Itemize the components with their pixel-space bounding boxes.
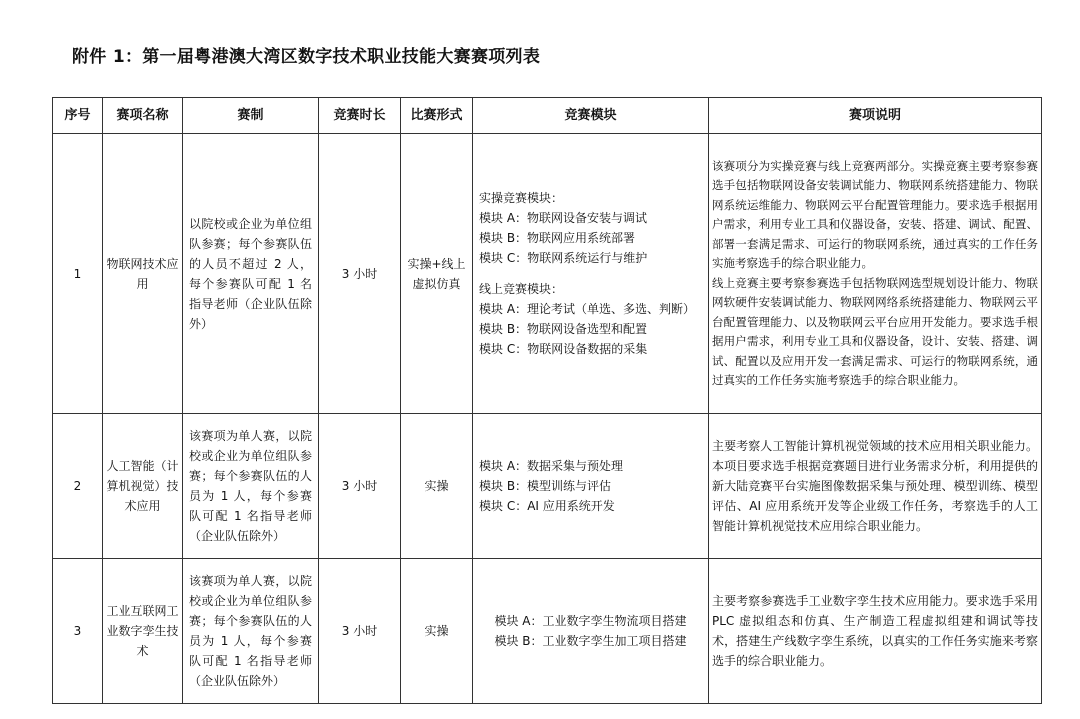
module-line: 模块 A：数据采集与预处理: [479, 459, 624, 473]
row-duration: 3 小时: [319, 134, 401, 414]
description-paragraph: 线上竞赛主要考察参赛选手包括物联网选型规划设计能力、物联网软硬件安装调试能力、物联网网络系统搭建能力、物联网云平台配置管理能力、以及物联网云平台应用开发能力。要求选手根据用户需求，利用专业工具和仪器设备，设计、安装、搭建、调试、配置以及应用开发一套满足需求、可运行的物联网系统，通过真实的工作任务实施考察选手的综合职业能力。: [712, 275, 1038, 387]
table-row: [53, 414, 1042, 559]
row-modules: [473, 559, 709, 704]
table-row: [53, 559, 1042, 704]
row-description: [709, 134, 1042, 414]
row-format: 实操: [401, 559, 473, 704]
module-line: 模块 A：工业数字孪生物流项目搭建: [494, 614, 687, 628]
row-format: 实操+线上虚拟仿真: [401, 134, 473, 414]
module-line: 实操竞赛模块：: [479, 191, 564, 205]
header-name: 赛项名称: [103, 98, 183, 134]
description-paragraph: 该赛项分为实操竞赛与线上竞赛两部分。实操竞赛主要考察参赛选手包括物联网设备安装调试能力、物联网系统搭建能力、物联网系统运维能力、物联网云平台配置管理能力。要求选手根据用户需求，利用专业工具和仪器设备，安装、搭建、调试、配置、部署一套满足需求、可运行的物联网系统，通过真实的工作任务实施考察选手的综合职业能力。: [712, 158, 1038, 270]
header-description: 赛项说明: [709, 98, 1042, 134]
row-description: 主要考察人工智能计算机视觉领域的技术应用相关职业能力。本项目要求选手根据竞赛题目进行业务需求分析，利用提供的新大陆竞赛平台实施图像数据采集与预处理、模型训练、模型评估、AI 应用系统开发等企业级工作任务，考察选手的人工智能计算机视觉技术应用综合职业能力。: [709, 414, 1042, 559]
module-line: 模块 A：物联网设备安装与调试: [479, 211, 648, 225]
module-line: 模块 C：物联网设备数据的采集: [479, 342, 648, 356]
header-format: 比赛形式: [401, 98, 473, 134]
row-duration: 3 小时: [319, 559, 401, 704]
row-name: 工业互联网工业数字孪生技术: [103, 559, 183, 704]
module-line: 模块 B：工业数字孪生加工项目搭建: [494, 634, 687, 648]
module-line: 模块 B：物联网设备选型和配置: [479, 322, 648, 336]
page-title: 附件 1：第一届粤港澳大湾区数字技术职业技能大赛赛项列表: [72, 47, 541, 67]
row-no: 2: [53, 414, 103, 559]
competition-table: [52, 97, 1042, 704]
row-modules: [473, 414, 709, 559]
module-line: 线上竞赛模块：: [479, 282, 564, 296]
header-modules: 竞赛模块: [473, 98, 709, 134]
table-header-row: [53, 98, 1042, 134]
module-spacer: [479, 268, 705, 279]
row-description: 主要考察参赛选手工业数字孪生技术应用能力。要求选手采用 PLC 虚拟组态和仿真、生产制造工程虚拟组建和调试等技术，搭建生产线数字孪生系统，以真实的工作任务实施来考察选手的综合职业能力。: [709, 559, 1042, 704]
module-line: 模块 C：物联网系统运行与维护: [479, 251, 648, 265]
row-no: 3: [53, 559, 103, 704]
table-row: [53, 134, 1042, 414]
row-modules: [473, 134, 709, 414]
header-no: 序号: [53, 98, 103, 134]
row-system: 以院校或企业为单位组队参赛；每个参赛队伍的人员不超过 2 人，每个参赛队可配 1 名指导老师（企业队伍除外）: [183, 134, 319, 414]
row-name: 人工智能（计算机视觉）技术应用: [103, 414, 183, 559]
header-duration: 竞赛时长: [319, 98, 401, 134]
module-line: 模块 A：理论考试（单选、多选、判断）: [479, 302, 696, 316]
row-system: 该赛项为单人赛，以院校或企业为单位组队参赛；每个参赛队伍的人员为 1 人，每个参赛队可配 1 名指导老师（企业队伍除外）: [183, 559, 319, 704]
row-no: 1: [53, 134, 103, 414]
header-system: 赛制: [183, 98, 319, 134]
module-line: 模块 B：模型训练与评估: [479, 479, 612, 493]
row-name: 物联网技术应用: [103, 134, 183, 414]
row-duration: 3 小时: [319, 414, 401, 559]
row-format: 实操: [401, 414, 473, 559]
module-line: 模块 B：物联网应用系统部署: [479, 231, 636, 245]
row-system: 该赛项为单人赛，以院校或企业为单位组队参赛；每个参赛队伍的人员为 1 人，每个参赛队可配 1 名指导老师（企业队伍除外）: [183, 414, 319, 559]
module-line: 模块 C：AI 应用系统开发: [479, 499, 615, 513]
